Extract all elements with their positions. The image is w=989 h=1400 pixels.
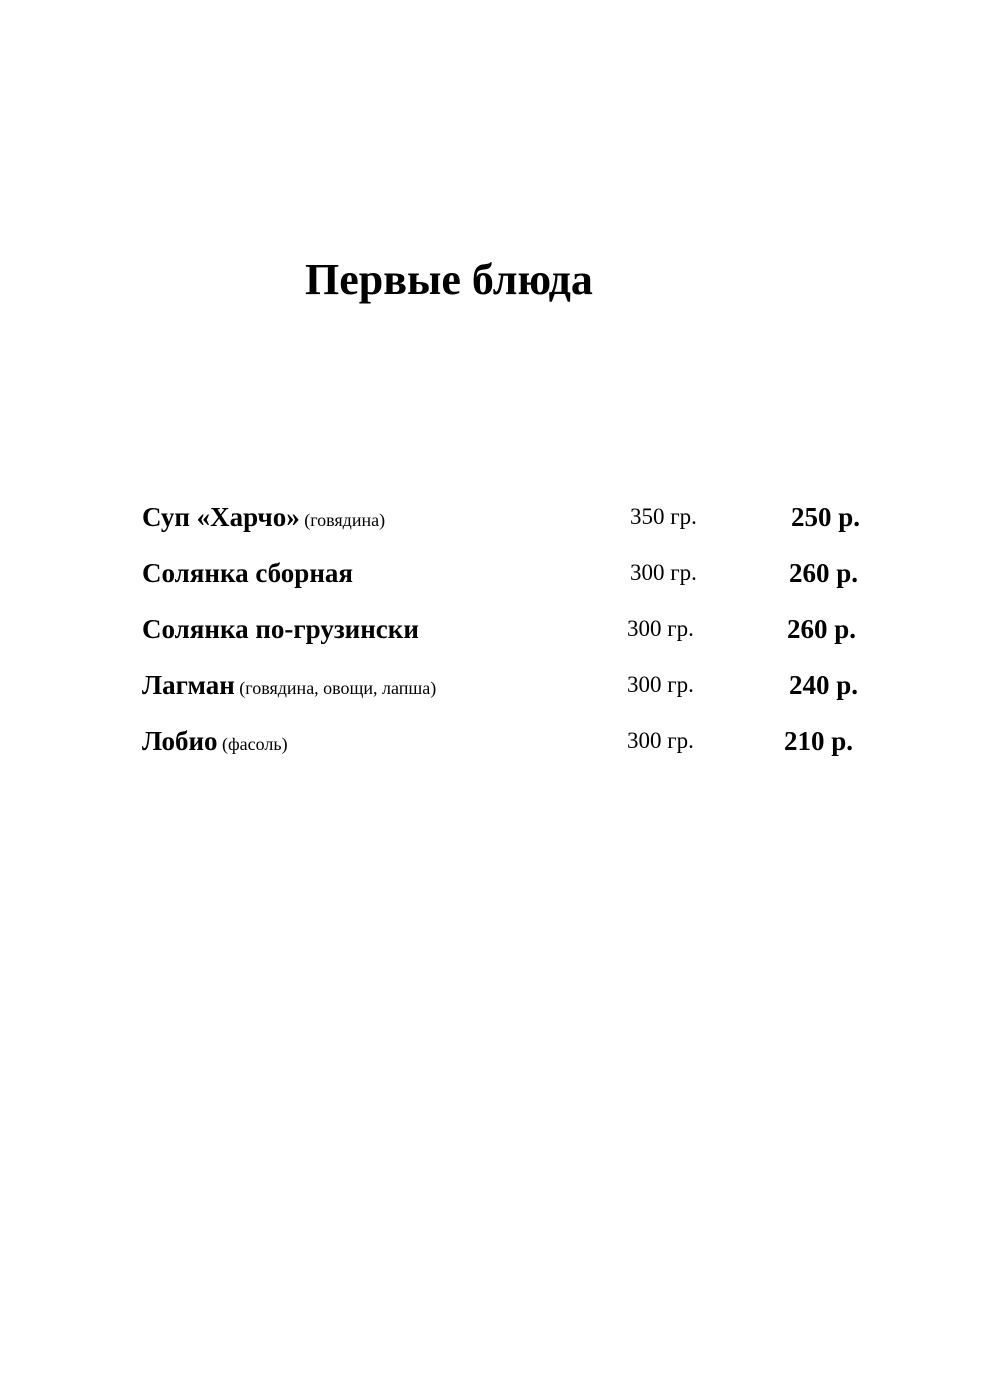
menu-item-name-wrapper [142, 721, 288, 764]
menu-item-name-wrapper [142, 609, 419, 652]
menu-item-solyanka-po-gruzinski [0, 609, 989, 649]
menu-item-lobio [0, 721, 989, 761]
menu-item-name: Лагман [142, 670, 235, 700]
menu-item-weight: 350 гр. [630, 504, 697, 529]
menu-item-lagman [0, 665, 989, 705]
menu-item-name: Солянка сборная [142, 558, 353, 588]
menu-item-weight: 300 гр. [630, 560, 697, 585]
menu-item-name: Солянка по-грузински [142, 614, 419, 644]
menu-item-price: 260 р. [787, 614, 857, 644]
menu-item-weight: 300 гр. [627, 672, 694, 697]
menu-item-description: (говядина) [299, 510, 386, 530]
menu-item-name-wrapper [142, 665, 436, 708]
menu-item-solyanka-sbornaya [0, 553, 989, 593]
page-title: Первые блюда [305, 255, 593, 304]
menu-item-kharcho [0, 497, 989, 537]
menu-item-name-wrapper [142, 553, 353, 596]
menu-item-price: 260 р. [789, 558, 859, 588]
menu-item-price: 250 р. [791, 502, 861, 532]
menu-item-price: 240 р. [789, 670, 859, 700]
menu-item-name: Лобио [142, 726, 218, 756]
menu-item-weight: 300 гр. [627, 616, 694, 641]
menu-item-description: (фасоль) [217, 734, 288, 754]
menu-item-name: Суп «Харчо» [142, 502, 300, 532]
menu-item-name-wrapper [142, 497, 385, 540]
menu-item-price: 210 р. [784, 726, 854, 756]
menu-item-weight: 300 гр. [627, 728, 694, 753]
menu-item-description: (говядина, овощи, лапша) [234, 678, 437, 698]
